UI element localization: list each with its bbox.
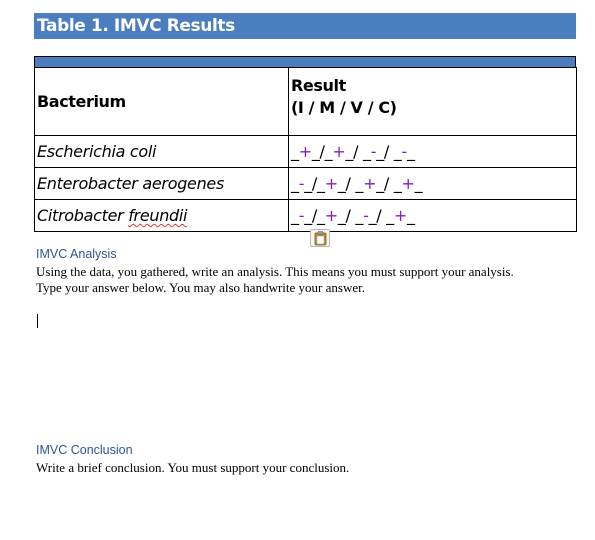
clipboard-icon [314,231,327,246]
bacterium-header: Bacterium [35,68,289,136]
citrate-value: + [393,206,407,225]
result-header [289,68,577,136]
result-header-line1: Result [291,76,346,95]
table-top-band [34,56,576,67]
citrate-value: - [401,142,407,161]
table-row [35,200,577,232]
table-title: Table 1. IMVC Results [34,13,576,39]
table-row [35,168,577,200]
conclusion-heading: IMVC Conclusion [36,443,133,457]
result-cell[interactable]: _-_/_+_/ _+_/ _+_ [289,168,577,200]
text-cursor[interactable] [37,314,38,328]
voges-proskauer-value: - [363,206,369,225]
imvc-results-table [34,56,576,232]
result-header-line2: (I / M / V / C) [291,98,397,117]
methyl-red-value: + [324,206,338,225]
organism-species-misspelled: freundii [128,206,188,225]
organism-cell[interactable] [35,136,289,168]
indole-value: - [298,174,305,193]
methyl-red-value: + [332,142,346,161]
methyl-red-value: + [324,174,338,193]
organism-name: Enterobacter aerogenes [37,174,225,193]
indole-value: + [298,142,312,161]
organism-name: Escherichia coli [37,142,157,161]
organism-genus: Citrobacter [37,206,129,225]
result-cell[interactable]: _-_/_+_/ _-_/ _+_ [289,200,577,232]
table-header-row [35,68,577,136]
analysis-instructions-line1: Using the data, you gathered, write an analysis. This means you must support your analysis. [36,264,514,279]
analysis-instructions [36,264,576,296]
voges-proskauer-value: + [363,174,377,193]
organism-cell[interactable] [35,168,289,200]
conclusion-instructions: Write a brief conclusion. You must support your conclusion. [36,460,350,475]
voges-proskauer-value: - [370,142,377,161]
result-cell[interactable]: _+_/_+_/ _-_/ _-_ [289,136,577,168]
paste-options-icon[interactable] [310,229,330,247]
indole-value: - [298,206,305,225]
analysis-instructions-line2: Type your answer below. You may also handwrite your answer. [36,280,365,295]
organism-cell[interactable] [35,200,289,232]
table-row [35,136,577,168]
analysis-heading: IMVC Analysis [36,247,117,261]
citrate-value: + [401,174,415,193]
